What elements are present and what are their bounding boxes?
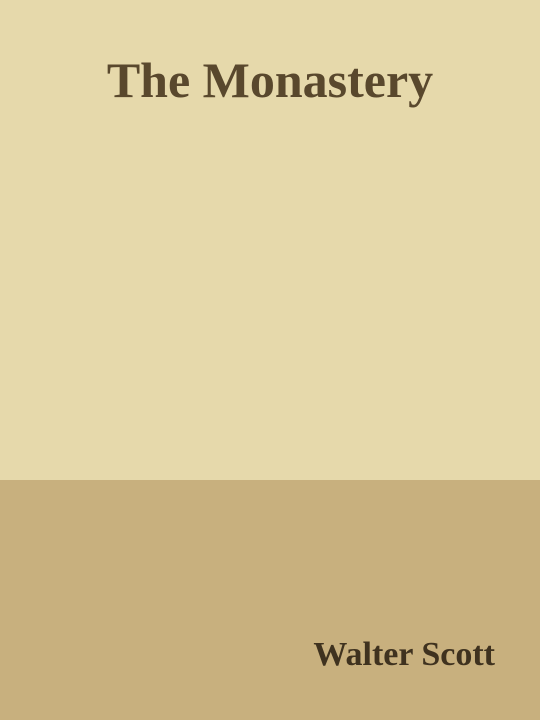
cover-bottom-panel bbox=[0, 480, 540, 720]
book-author: Walter Scott bbox=[313, 636, 495, 673]
book-title: The Monastery bbox=[106, 52, 434, 108]
